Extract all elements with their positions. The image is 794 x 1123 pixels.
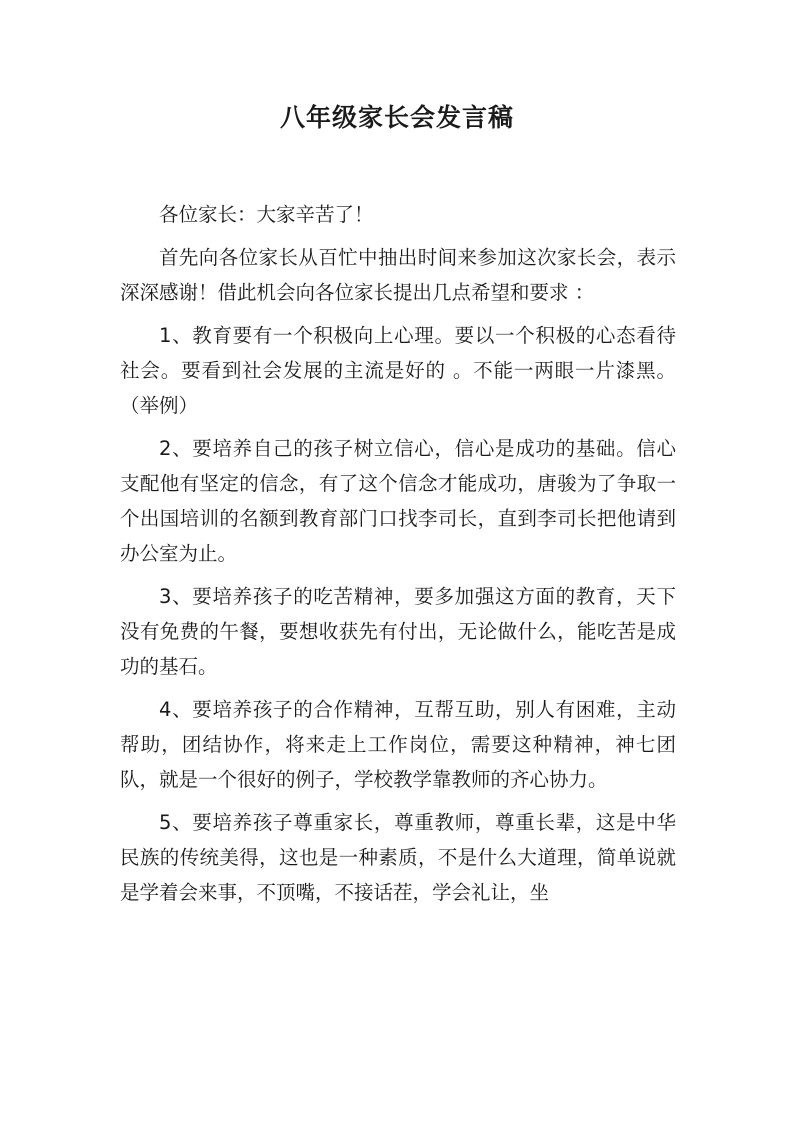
point-3-paragraph: 3、要培养孩子的吃苦精神，要多加强这方面的教育，天下没有免费的午餐，要想收获先有付出，无论做什么，能吃苦是成功的基石。 <box>120 585 676 678</box>
greeting-paragraph: 各位家长：大家辛苦了！ <box>159 203 374 226</box>
point-1-paragraph: 1、教育要有一个积极向上心理。要以一个积极的心态看待社会。要看到社会发展的主流是好的 。不能一两眼一片漆黑。（举例） <box>120 324 676 417</box>
document-body <box>120 197 676 918</box>
point-4-paragraph: 4、要培养孩子的合作精神，互帮互助，别人有困难，主动帮助，团结协作，将来走上工作岗位，需要这种精神，神七团队，就是一个很好的例子，学校教学靠教师的齐心协力。 <box>120 698 676 791</box>
point-5-paragraph: 5、要培养孩子尊重家长，尊重教师，尊重长辈，这是中华民族的传统美得，这也是一种素质，不是什么大道理，简单说就是学着会来事，不顶嘴，不接话茬，学会礼让，坐 <box>120 811 676 904</box>
point-2-paragraph: 2、要培养自己的孩子树立信心，信心是成功的基础。信心支配他有坚定的信念，有了这个信念才能成功，唐骏为了争取一个出国培训的名额到教育部门口找李司长，直到李司长把他请到办公室为止。 <box>120 437 676 565</box>
document-title: 八年级家长会发言稿 <box>279 103 514 132</box>
intro-paragraph: 首先向各位家长从百忙中抽出时间来参加这次家长会，表示深深感谢！借此机会向各位家长提出几点希望和要求 ： <box>120 246 676 304</box>
